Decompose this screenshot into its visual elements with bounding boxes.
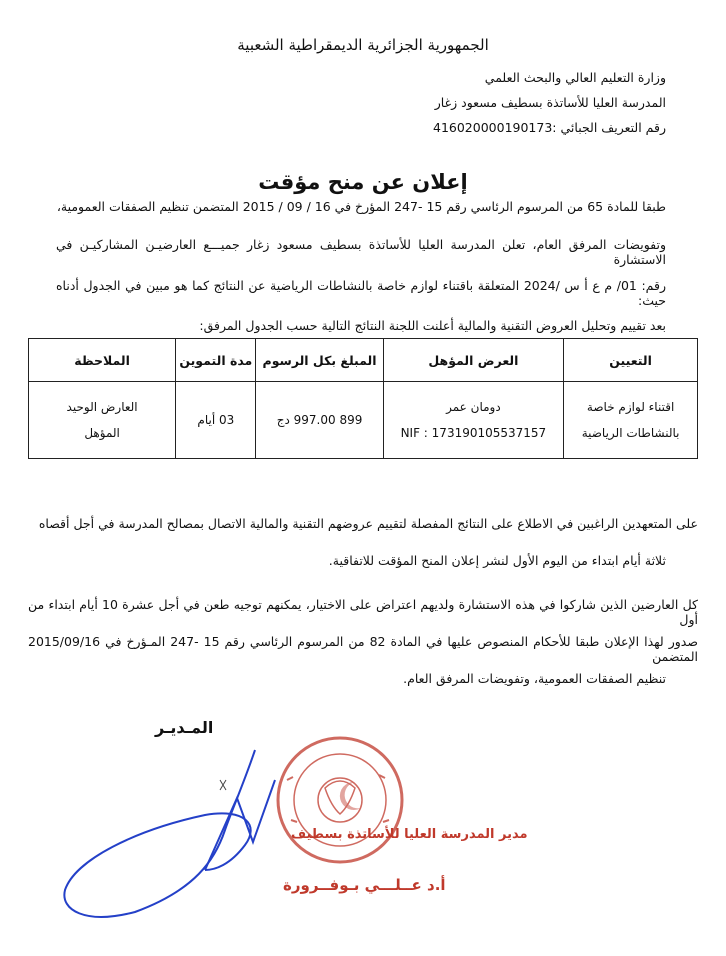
- ministry-name: وزارة التعليم العالي والبحث العلمي: [484, 70, 666, 85]
- remark-line-1: العارض الوحيد: [66, 400, 138, 414]
- bidder-nif: NIF : 173190105537157: [400, 426, 547, 440]
- official-stamp-and-signature: [55, 720, 528, 920]
- paragraph-3-line-2: ثلاثة أيام ابتداء من اليوم الأول لنشر إعلان المنح المؤقت للاتفاقية.: [328, 553, 666, 568]
- cell-bidder: [383, 382, 564, 459]
- school-name: المدرسة العليا للأساتذة بسطيف مسعود زغار: [434, 95, 666, 110]
- round-seal-icon: [278, 738, 402, 862]
- designation-line-1: اقتناء لوازم خاصة: [586, 400, 675, 414]
- cell-designation: [564, 382, 698, 459]
- bidder-name: دومان عمر: [446, 400, 501, 414]
- table-row: [29, 382, 698, 459]
- stamp-name: أ.د عــلـــي بـوفــرورة: [283, 876, 446, 894]
- column-header-remark: الملاحظة: [29, 339, 176, 382]
- column-header-duration: مدة التموين: [176, 339, 256, 382]
- cell-amount: 899 997.00 دج: [256, 382, 383, 459]
- column-header-bidder: العرض المؤهل: [383, 339, 564, 382]
- remark-line-2: المؤهل: [84, 426, 120, 440]
- handwritten-signature-icon: [64, 750, 275, 917]
- column-header-designation: التعيين: [564, 339, 698, 382]
- paragraph-2: بعد تقييم وتحليل العروض التقنية والمالية أعلنت اللجنة النتائج التالية حسب الجدول المرفق:: [199, 318, 666, 333]
- paragraph-3-line-1: على المتعهدين الراغبين في الاطلاع على النتائج المفصلة لتقييم عروضهم التقنية والمالية الاتصال بمصالح المدرسة في أجل أقصاه: [38, 516, 698, 531]
- paragraph-4-line-2: صدور لهذا الإعلان طبقا للأحكام المنصوص عليها في المادة 82 من المرسوم الرئاسي رقم 15 -247 المـؤرخ في 2015/09/16 المتضمن: [28, 634, 698, 664]
- paragraph-1-line-1: طبقا للمادة 65 من المرسوم الرئاسي رقم 15 -247 المؤرخ في 16 / 09 / 2015 المتضمن تنظيم الصفقات العمومية،: [56, 199, 666, 214]
- table-header-row: [29, 339, 698, 382]
- cell-duration: 03 أيام: [176, 382, 256, 459]
- paragraph-4-line-1: كل العارضين الذين شاركوا في هذه الاستشارة ولديهم اعتراض على الاختيار، يمكنهم توجيه طعن في أجل عشرة 10 أيام ابتداء من أول: [28, 597, 698, 627]
- tax-id: رقم التعريف الجبائي :416020000190173: [433, 120, 666, 135]
- republic-heading: الجمهورية الجزائرية الديمقراطية الشعبية: [237, 36, 489, 54]
- paragraph-1-line-2: وتفويضات المرفق العام، تعلن المدرسة العليا للأساتذة بسطيف مسعود زغار جميـــع العارضيـن المشاركيـن في الاستشارة: [56, 237, 666, 267]
- cell-remark: [29, 382, 176, 459]
- paragraph-1-line-3: رقم: 01/ م ع أ س /2024 المتعلقة باقتناء لوازم خاصة بالنشاطات الرياضية عن النتائج كما هو مبين في الجدول أدناه حيث:: [56, 278, 666, 308]
- results-table: [28, 338, 698, 459]
- stamp-title: مدير المدرسة العليا للأساتذة بسطيف: [291, 827, 528, 842]
- page-title: إعلان عن منح مؤقت: [258, 170, 468, 194]
- column-header-amount: المبلغ بكل الرسوم: [256, 339, 383, 382]
- director-label: المـديـر: [155, 718, 214, 737]
- designation-line-2: بالنشاطات الرياضية: [581, 426, 680, 440]
- paragraph-4-line-3: تنظيم الصفقات العمومية، وتفويضات المرفق العام.: [403, 671, 666, 686]
